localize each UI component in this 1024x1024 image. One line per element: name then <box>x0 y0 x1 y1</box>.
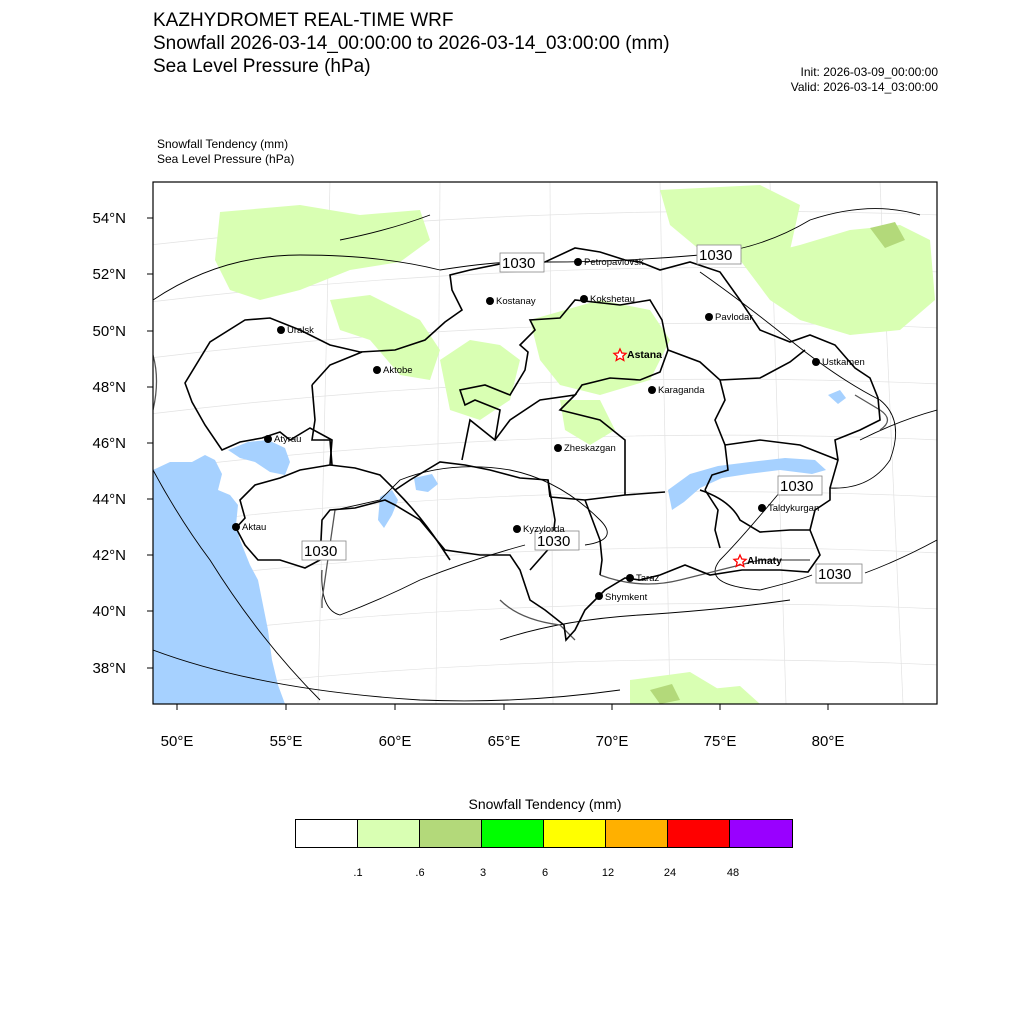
city-label: Kostanay <box>496 296 536 307</box>
lat-label: 50°N <box>92 323 126 340</box>
city-dot <box>513 525 521 533</box>
colorbar-label: 12 <box>601 867 615 879</box>
city-label: Almaty <box>747 555 783 567</box>
city-label: Aktau <box>242 522 267 533</box>
city-label: Kokshetau <box>590 294 635 305</box>
colorbar-swatch <box>358 820 420 847</box>
lat-label: 46°N <box>92 435 126 452</box>
city-dot <box>486 297 494 305</box>
city-dot <box>554 444 562 452</box>
city-dot <box>264 435 272 443</box>
city-label: Shymkent <box>605 592 648 603</box>
field-label-pressure: Sea Level Pressure (hPa) <box>157 152 295 166</box>
city-dot <box>705 313 713 321</box>
map-title: KAZHYDROMET REAL-TIME WRF <box>153 10 454 31</box>
colorbar-label: 6 <box>541 867 549 879</box>
map-subtitle-snowfall: Snowfall 2026-03-14_00:00:00 to 2026-03-14_03:00:00 (mm) <box>153 33 670 54</box>
isobar-label: 1030 <box>304 543 338 560</box>
lat-label: 44°N <box>92 491 126 508</box>
isobar-label: 1030 <box>537 533 571 550</box>
city-label: Aktobe <box>383 365 413 376</box>
lat-label: 38°N <box>92 660 126 677</box>
lon-label: 55°E <box>269 733 303 750</box>
city-label: Pavlodar <box>715 312 753 323</box>
lat-label: 52°N <box>92 266 126 283</box>
valid-time: Valid: 2026-03-14_03:00:00 <box>790 80 938 94</box>
city-dot <box>574 258 582 266</box>
map-subtitle-pressure: Sea Level Pressure (hPa) <box>153 56 371 77</box>
lat-label: 40°N <box>92 603 126 620</box>
city-dot <box>648 386 656 394</box>
longitude-labels <box>161 733 845 750</box>
colorbar-swatch <box>296 820 358 847</box>
isobar-label: 1030 <box>699 247 733 264</box>
isobar-label: 1030 <box>502 255 536 272</box>
colorbar-label: 3 <box>479 867 487 879</box>
city-dot <box>373 366 381 374</box>
lon-label: 70°E <box>595 733 629 750</box>
isobar-label: 1030 <box>780 478 814 495</box>
city-dot <box>277 326 285 334</box>
city-dot <box>595 592 603 600</box>
city-label: Kyzylorda <box>523 524 565 535</box>
city-label: Ustkamen <box>822 357 865 368</box>
city-dot <box>580 295 588 303</box>
city-dot <box>812 358 820 366</box>
colorbar-swatch <box>482 820 544 847</box>
city-dot <box>232 523 240 531</box>
lon-label: 50°E <box>160 733 194 750</box>
city-label: Karaganda <box>658 385 705 396</box>
latitude-labels <box>92 210 126 677</box>
city-label: Petropavlovsk <box>584 257 644 268</box>
colorbar <box>295 819 793 848</box>
city-label: Astana <box>627 349 663 361</box>
city-label: Zheskazgan <box>564 443 616 454</box>
colorbar-label: 48 <box>726 867 740 879</box>
lat-label: 54°N <box>92 210 126 227</box>
field-label-snowfall: Snowfall Tendency (mm) <box>157 137 289 151</box>
colorbar-swatch <box>730 820 792 847</box>
colorbar-swatch <box>544 820 606 847</box>
city-dot <box>758 504 766 512</box>
colorbar-swatch <box>668 820 730 847</box>
init-time: Init: 2026-03-09_00:00:00 <box>800 65 938 79</box>
colorbar-swatch <box>606 820 668 847</box>
colorbar-label: .1 <box>353 867 363 879</box>
city-label: Atyrau <box>274 434 302 445</box>
lon-label: 65°E <box>487 733 521 750</box>
city-dot <box>626 574 634 582</box>
colorbar-label: .6 <box>415 867 425 879</box>
lat-label: 48°N <box>92 379 126 396</box>
lon-label: 75°E <box>703 733 737 750</box>
lon-label: 80°E <box>811 733 845 750</box>
city-label: Taldykurgan <box>768 503 820 514</box>
map-area <box>150 182 940 704</box>
lat-label: 42°N <box>92 547 126 564</box>
city-label: Taraz <box>636 573 660 584</box>
colorbar-label: 24 <box>663 867 677 879</box>
colorbar-swatch <box>420 820 482 847</box>
city-label: Uralsk <box>287 325 314 336</box>
isobar-label: 1030 <box>818 566 852 583</box>
legend-title: Snowfall Tendency (mm) <box>468 796 622 812</box>
lon-label: 60°E <box>378 733 412 750</box>
